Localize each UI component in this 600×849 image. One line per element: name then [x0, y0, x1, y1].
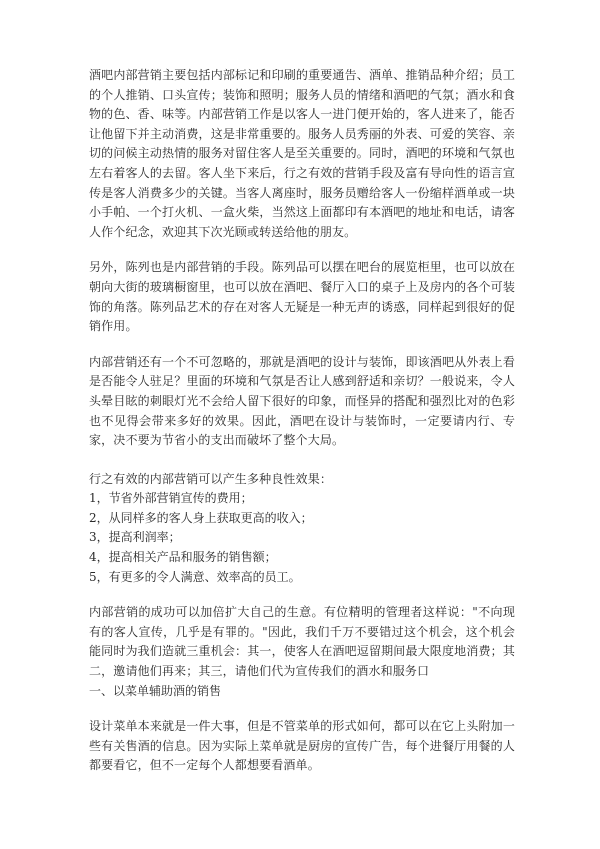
display-paragraph: 另外，陈列也是内部营销的手段。陈列品可以摆在吧台的展览柜里，也可以放在朝向大街的玻璃橱窗里，也可以放在酒吧、餐厅入口的桌子上及房内的各个可装饰的角落。陈列品艺术的存在对客人无疑是一种无声的诱惑，同样起到很好的促销作用。 — [89, 260, 515, 334]
document-page — [89, 66, 515, 776]
list-item: 1，节省外部营销宣传的费用； — [89, 491, 253, 506]
effects-intro: 行之有效的内部营销可以产生多种良性效果： — [89, 471, 333, 486]
list-item: 3，提高利润率； — [89, 530, 181, 545]
section-paragraph: 设计菜单本来就是一件大事，但是不管菜单的形式如何，都可以在它上头附加一些有关售酒的信息。因为实际上菜单就是厨房的宣传广告，每个进餐厅用餐的人都要看它，但不一定每个人都想要看酒单。 — [89, 719, 515, 773]
effects-list — [89, 489, 515, 587]
list-item: 4，提高相关产品和服务的销售额； — [89, 550, 277, 565]
section-heading: 一、以菜单辅助酒的销售 — [89, 683, 222, 698]
list-item: 2，从同样多的客人身上获取更高的收入； — [89, 510, 313, 525]
closing-paragraph: 内部营销的成功可以加倍扩大自己的生意。有位精明的管理者这样说："不向现有的客人宣传，几乎是有罪的。"因此，我们千万不要错过这个机会，这个机会能同时为我们造就三重机会：其一，使客人在酒吧逗留期间最大限度地消费；其二，邀请他们再来；其三，请他们代为宣传我们的酒水和服务口 — [89, 605, 515, 679]
list-item: 5，有更多的令人满意、效率高的员工。 — [89, 569, 301, 584]
design-paragraph: 内部营销还有一个不可忽略的，那就是酒吧的设计与装饰，即该酒吧从外表上看是否能令人驻足？里面的环境和气氛是否让人感到舒适和亲切？一般说来，令人头晕目眩的刺眼灯光不会给人留下很好的印象，而怪异的搭配和强烈比对的色彩也不见得会带来多好的效果。因此，酒吧在设计与装饰时，一定要请内行、专家，决不要为节省小的支出而破坏了整个大局。 — [89, 354, 515, 448]
intro-paragraph: 酒吧内部营销主要包括内部标记和印刷的重要通告、酒单、推销品种介绍；员工的个人推销、口头宣传；装饰和照明；服务人员的情绪和酒吧的气氛；酒水和食物的色、香、味等。内部营销工作是以客人一进门便开始的，客人进来了，能否让他留下并主动消费，这是非常重要的。服务人员秀丽的外表、可爱的笑容、亲切的问候主动热情的服务对留住客人是至关重要的。同时，酒吧的环境和气氛也左右着客人的去留。客人坐下来后，行之有效的营销手段及富有导向性的语言宣传是客人消费多少的关键。当客人离座时，服务员赠给客人一份缩样酒单或一块小手帕、一个打火机、一盒火柴，当然这上面都印有本酒吧的地址和电话，请客人作个纪念，欢迎其下次光顾或转送给他的朋友。 — [89, 68, 515, 239]
